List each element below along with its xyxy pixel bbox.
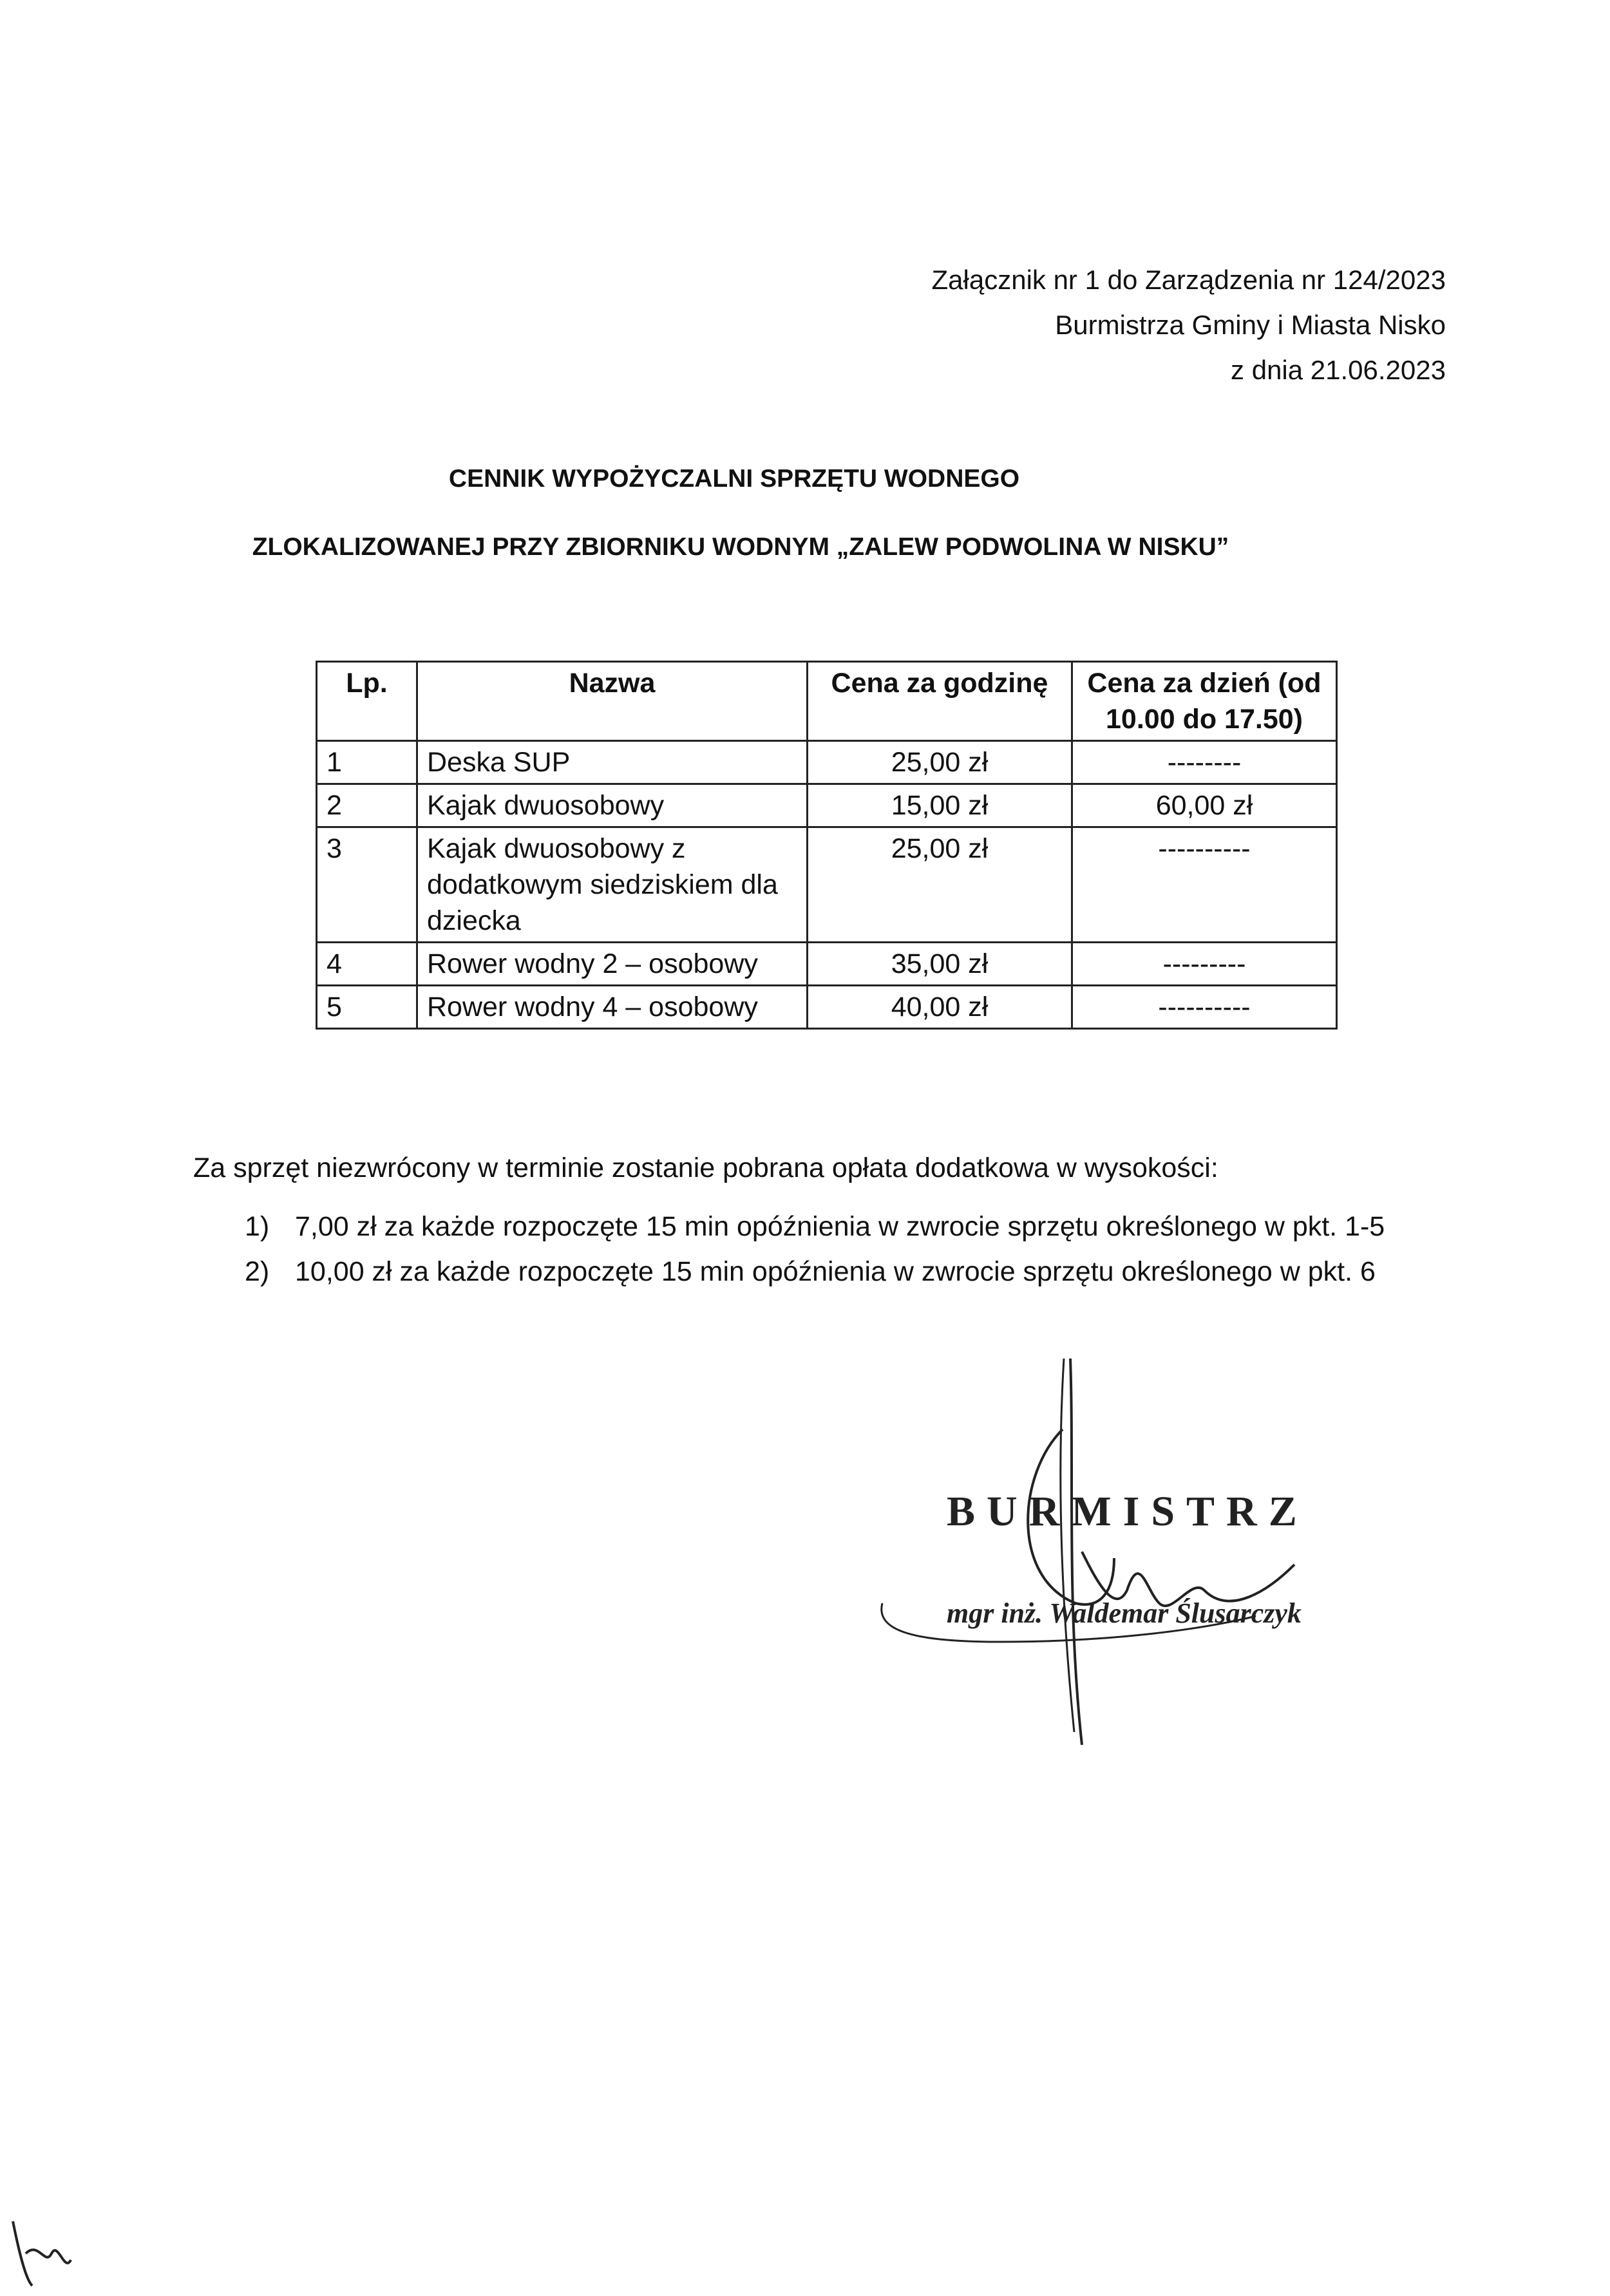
cell-price-day: ----------	[1072, 827, 1337, 943]
header-name: Nazwa	[417, 662, 808, 741]
late-return-note: Za sprzęt niezwrócony w terminie zostanie pobrana opłata dodatkowa w wysokości:	[193, 1153, 1218, 1183]
cell-price-day: ----------	[1072, 986, 1337, 1029]
list-number: 1)	[245, 1211, 270, 1242]
initials-icon	[6, 2215, 84, 2292]
header-lp: Lp.	[317, 662, 417, 741]
header-price-hour: Cena za godzinę	[808, 662, 1072, 741]
list-item	[245, 1249, 1385, 1294]
table-row	[317, 986, 1337, 1029]
table-row	[317, 827, 1337, 943]
price-table	[316, 661, 1338, 1030]
stamp-name: mgr inż. Waldemar Ślusarczyk	[947, 1597, 1302, 1629]
cell-lp: 1	[317, 741, 417, 784]
cell-name: Deska SUP	[417, 741, 808, 784]
table-row	[317, 741, 1337, 784]
cell-name: Rower wodny 2 – osobowy	[417, 943, 808, 986]
cell-lp: 5	[317, 986, 417, 1029]
signature-icon	[869, 1346, 1320, 1758]
header-line-1: Załącznik nr 1 do Zarządzenia nr 124/2023	[931, 265, 1446, 295]
attachment-header	[932, 258, 1446, 393]
header-price-day: Cena za dzień (od 10.00 do 17.50)	[1072, 662, 1337, 741]
cell-lp: 2	[317, 784, 417, 827]
document-title: CENNIK WYPOŻYCZALNI SPRZĘTU WODNEGO	[448, 465, 1020, 493]
cell-lp: 3	[317, 827, 417, 943]
cell-price-hour: 35,00 zł	[808, 943, 1072, 986]
list-text: 7,00 zł za każde rozpoczęte 15 min opóźnienia w zwrocie sprzętu określonego w pkt. 1-5	[295, 1211, 1385, 1242]
cell-price-day: 60,00 zł	[1072, 784, 1337, 827]
cell-lp: 4	[317, 943, 417, 986]
table-row	[317, 943, 1337, 986]
cell-price-day: ---------	[1072, 943, 1337, 986]
cell-price-hour: 25,00 zł	[808, 827, 1072, 943]
list-item	[245, 1204, 1385, 1249]
cell-price-hour: 15,00 zł	[808, 784, 1072, 827]
header-line-3: z dnia 21.06.2023	[1231, 355, 1446, 385]
list-number: 2)	[245, 1256, 270, 1287]
document-subtitle: ZLOKALIZOWANEJ PRZY ZBIORNIKU WODNYM „ZALEW PODWOLINA W NISKU”	[252, 533, 1229, 561]
stamp-title: BURMISTRZ	[947, 1488, 1309, 1535]
table-row	[317, 784, 1337, 827]
cell-price-hour: 25,00 zł	[808, 741, 1072, 784]
list-text: 10,00 zł za każde rozpoczęte 15 min opóźnienia w zwrocie sprzętu określonego w pkt. 6	[295, 1256, 1376, 1287]
header-line-2: Burmistrza Gminy i Miasta Nisko	[1055, 310, 1446, 340]
cell-name: Rower wodny 4 – osobowy	[417, 986, 808, 1029]
cell-price-day: --------	[1072, 741, 1337, 784]
table-header-row	[317, 662, 1337, 741]
cell-name: Kajak dwuosobowy z dodatkowym siedziskiem dla dziecka	[417, 827, 808, 943]
cell-price-hour: 40,00 zł	[808, 986, 1072, 1029]
fee-list	[245, 1204, 1385, 1294]
cell-name: Kajak dwuosobowy	[417, 784, 808, 827]
